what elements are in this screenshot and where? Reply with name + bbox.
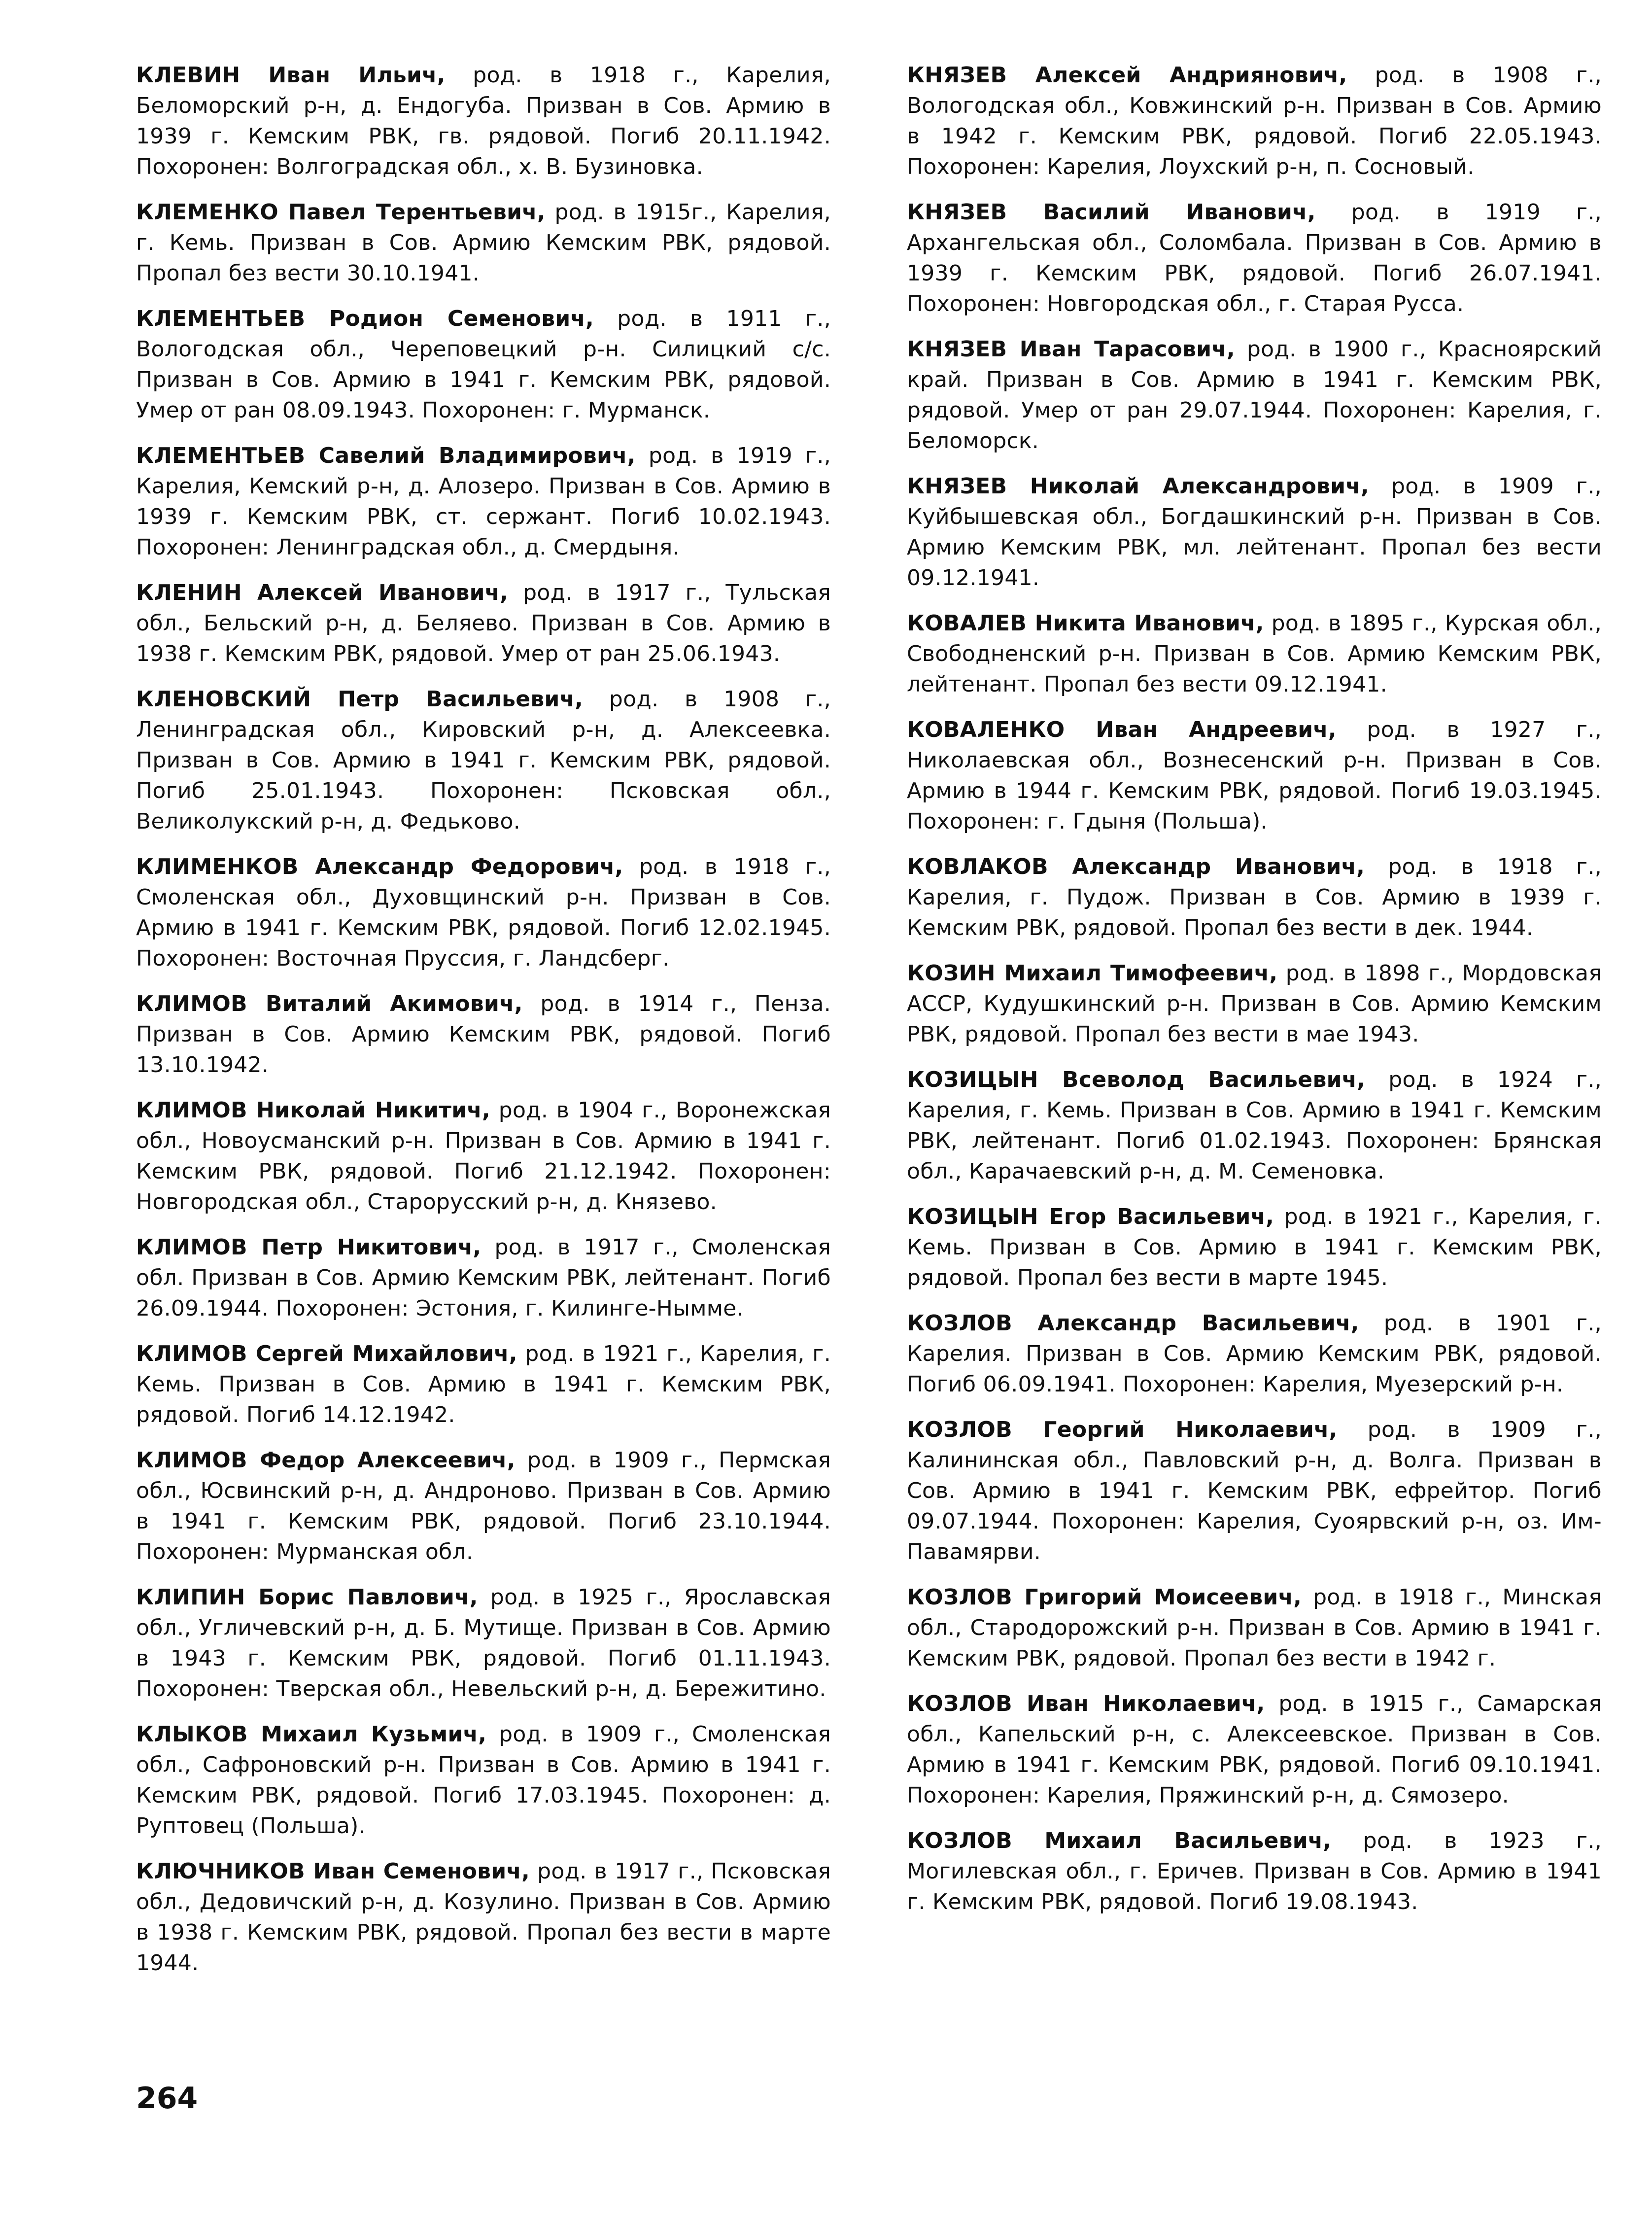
entry-details: род. в 1914 г., Пенза. Призван в Сов. Армию Кемским РВК, рядовой. Погиб 13.10.1942. [136, 991, 831, 1077]
entry-details: род. в 1925 г., Ярославская обл., Угличевский р-н, д. Б. Мутище. Призван в Сов. Армию в 1943 г. Кемским РВК, рядовой. Погиб 01.11.1943. Похоронен: Тверская обл., Невельский р-н, д. Бережитино. [136, 1585, 831, 1702]
register-entry [907, 197, 1602, 319]
page-number: 264 [136, 2081, 198, 2116]
entry-name: КЛЕМЕНКО Павел Терентьевич, [136, 200, 546, 225]
register-entry [907, 334, 1602, 456]
entry-details: род. в 1917 г., Смоленская обл. Призван в Сов. Армию Кемским РВК, лейтенант. Погиб 26.09.1944. Похоронен: Эстония, г. Килинге-Нымме. [136, 1235, 831, 1321]
register-entry [136, 1719, 831, 1842]
register-entry [136, 304, 831, 426]
entry-details: род. в 1901 г., Карелия. Призван в Сов. Армию Кемским РВК, рядовой. Погиб 06.09.1941. Похоронен: Карелия, Муезерский р-н. [907, 1311, 1602, 1397]
entry-details: род. в 1900 г., Красноярский край. Призван в Сов. Армию в 1941 г. Кемским РВК, рядовой. Умер от ран 29.07.1944. Похоронен: Карелия, г. Беломорск. [907, 337, 1602, 453]
entry-details: род. в 1911 г., Вологодская обл., Череповецкий р-н. Силицкий с/с. Призван в Сов. Армию в 1941 г. Кемским РВК, рядовой. Умер от ран 08.09.1943. Похоронен: г. Мурманск. [136, 306, 831, 423]
entry-name: КОЗЛОВ Георгий Николаевич, [907, 1417, 1338, 1442]
register-entry [907, 1202, 1602, 1293]
entry-name: КОЗЛОВ Иван Николаевич, [907, 1691, 1265, 1716]
entry-name: КЛЕМЕНТЬЕВ Савелий Владимирович, [136, 443, 636, 468]
register-entry [907, 715, 1602, 837]
entry-name: КОЗИЦЫН Егор Васильевич, [907, 1204, 1274, 1229]
register-entry [907, 958, 1602, 1050]
entry-details: род. в 1915г., Карелия, г. Кемь. Призван в Сов. Армию Кемским РВК, рядовой. Пропал без вести 30.10.1941. [136, 200, 831, 286]
register-entry [907, 608, 1602, 700]
entry-name: КЛЫКОВ Михаил Кузьмич, [136, 1722, 487, 1747]
register-entry [136, 684, 831, 837]
entry-details: род. в 1918 г., Карелия, г. Пудож. Призван в Сов. Армию в 1939 г. Кемским РВК, рядовой. Пропал без вести в дек. 1944. [907, 854, 1602, 940]
entry-name: КЛИМОВ Петр Никитович, [136, 1235, 482, 1260]
entry-details: род. в 1924 г., Карелия, г. Кемь. Призван в Сов. Армию в 1941 г. Кемским РВК, лейтенант. Погиб 01.02.1943. Похоронен: Брянская обл., Карачаевский р-н, д. М. Семеновка. [907, 1067, 1602, 1184]
register-entry [907, 1415, 1602, 1567]
register-entry [907, 1689, 1602, 1811]
entry-name: КЛИПИН Борис Павлович, [136, 1585, 478, 1610]
entry-details: род. в 1909 г., Смоленская обл., Сафроновский р-н. Призван в Сов. Армию в 1941 г. Кемским РВК, рядовой. Погиб 17.03.1945. Похоронен: д. Руптовец (Польша). [136, 1722, 831, 1839]
entry-name: КЛЮЧНИКОВ Иван Семенович, [136, 1859, 530, 1884]
entry-name: КОЗИЦЫН Всеволод Васильевич, [907, 1067, 1366, 1092]
entry-name: КОЗЛОВ Михаил Васильевич, [907, 1828, 1332, 1853]
entry-details: род. в 1909 г., Куйбышевская обл., Богдашкинский р-н. Призван в Сов. Армию Кемским РВК, мл. лейтенант. Пропал без вести 09.12.1941. [907, 474, 1602, 591]
entry-name: КОЗЛОВ Григорий Моисеевич, [907, 1585, 1302, 1610]
register-entry [907, 1065, 1602, 1187]
entry-details: род. в 1908 г., Ленинградская обл., Кировский р-н, д. Алексеевка. Призван в Сов. Армию в 1941 г. Кемским РВК, рядовой. Погиб 25.01.1943. Похоронен: Псковская обл., Великолукский р-н, д. Федьково. [136, 687, 831, 834]
entry-name: КЛИМОВ Федор Алексеевич, [136, 1448, 516, 1473]
entry-details: род. в 1898 г., Мордовская АССР, Кудушкинский р-н. Призван в Сов. Армию Кемским РВК, рядовой. Пропал без вести в мае 1943. [907, 961, 1602, 1047]
entry-details: род. в 1921 г., Карелия, г. Кемь. Призван в Сов. Армию в 1941 г. Кемским РВК, рядовой. Погиб 14.12.1942. [136, 1341, 831, 1427]
entry-details: род. в 1919 г., Карелия, Кемский р-н, д. Алозеро. Призван в Сов. Армию в 1939 г. Кемским РВК, ст. сержант. Погиб 10.02.1943. Похоронен: Ленинградская обл., д. Смердыня. [136, 443, 831, 560]
left-column [136, 60, 831, 1993]
register-entry [907, 471, 1602, 593]
entry-name: КОВАЛЕВ Никита Иванович, [907, 611, 1264, 636]
register-entry [907, 1582, 1602, 1674]
entry-name: КЛЕНОВСКИЙ Петр Васильевич, [136, 687, 584, 712]
register-entry [136, 578, 831, 669]
entry-details: род. в 1909 г., Пермская обл., Юсвинский р-н, д. Андроново. Призван в Сов. Армию в 1941 г. Кемским РВК, рядовой. Погиб 23.10.1944. Похоронен: Мурманская обл. [136, 1448, 831, 1564]
entry-name: КОЗИН Михаил Тимофеевич, [907, 961, 1278, 986]
register-entry [136, 1445, 831, 1567]
entry-name: КЛЕМЕНТЬЕВ Родион Семенович, [136, 306, 594, 331]
entry-name: КНЯЗЕВ Алексей Андриянович, [907, 63, 1347, 88]
entry-details: род. в 1895 г., Курская обл., Свободненский р-н. Призван в Сов. Армию Кемским РВК, лейтенант. Пропал без вести 09.12.1941. [907, 611, 1602, 697]
entry-details: род. в 1917 г., Псковская обл., Дедовичский р-н, д. Козулино. Призван в Сов. Армию в 1938 г. Кемским РВК, рядовой. Пропал без вести в марте 1944. [136, 1859, 831, 1976]
register-entry [136, 1095, 831, 1217]
entry-details: род. в 1918 г., Минская обл., Стародорожский р-н. Призван в Сов. Армию в 1941 г. Кемским РВК, рядовой. Пропал без вести в 1942 г. [907, 1585, 1602, 1671]
entry-details: род. в 1908 г., Вологодская обл., Ковжинский р-н. Призван в Сов. Армию в 1942 г. Кемским РВК, рядовой. Погиб 22.05.1943. Похоронен: Карелия, Лоухский р-н, п. Сосновый. [907, 63, 1602, 179]
entry-name: КЛИМОВ Николай Никитич, [136, 1098, 490, 1123]
entry-name: КЛИМОВ Виталий Акимович, [136, 991, 523, 1016]
register-entry [136, 1232, 831, 1324]
register-entry [136, 1856, 831, 1979]
register-entry [136, 1582, 831, 1704]
entry-name: КОВЛАКОВ Александр Иванович, [907, 854, 1365, 879]
entry-name: КОВАЛЕНКО Иван Андреевич, [907, 717, 1337, 742]
entry-details: род. в 1918 г., Карелия, Беломорский р-н, д. Ендогуба. Призван в Сов. Армию в 1939 г. Кемским РВК, гв. рядовой. Погиб 20.11.1942. Похоронен: Волгоградская обл., х. В. Бузиновка. [136, 63, 831, 179]
entry-name: КЛЕВИН Иван Ильич, [136, 63, 446, 88]
entry-details: род. в 1909 г., Калининская обл., Павловский р-н, д. Волга. Призван в Сов. Армию в 1941 г. Кемским РВК, ефрейтор. Погиб 09.07.1944. Похоронен: Карелия, Суоярвский р-н, оз. Им-Павамярви. [907, 1417, 1602, 1564]
register-entry [136, 60, 831, 182]
register-entry [907, 1826, 1602, 1917]
entry-name: КОЗЛОВ Александр Васильевич, [907, 1311, 1359, 1336]
entry-details: род. в 1904 г., Воронежская обл., Новоусманский р-н. Призван в Сов. Армию в 1941 г. Кемским РВК, рядовой. Погиб 21.12.1942. Похоронен: Новгородская обл., Старорусский р-н, д. Князево. [136, 1098, 831, 1215]
register-entry [136, 989, 831, 1080]
right-column [907, 60, 1602, 1932]
entry-details: род. в 1919 г., Архангельская обл., Соломбала. Призван в Сов. Армию в 1939 г. Кемским РВК, рядовой. Погиб 26.07.1941. Похоронен: Новгородская обл., г. Старая Русса. [907, 200, 1602, 316]
entry-details: род. в 1915 г., Самарская обл., Капельский р-н, с. Алексеевское. Призван в Сов. Армию в 1941 г. Кемским РВК, рядовой. Погиб 09.10.1941. Похоронен: Карелия, Пряжинский р-н, д. Сямозеро. [907, 1691, 1602, 1808]
entry-name: КЛЕНИН Алексей Иванович, [136, 580, 509, 605]
entry-name: КЛИМОВ Сергей Михайлович, [136, 1341, 517, 1366]
entry-details: род. в 1923 г., Могилевская обл., г. Еричев. Призван в Сов. Армию в 1941 г. Кемским РВК, рядовой. Погиб 19.08.1943. [907, 1828, 1602, 1914]
register-entry [907, 1308, 1602, 1400]
register-entry [907, 60, 1602, 182]
entry-details: род. в 1918 г., Смоленская обл., Духовщинский р-н. Призван в Сов. Армию в 1941 г. Кемским РВК, рядовой. Погиб 12.02.1945. Похоронен: Восточная Пруссия, г. Ландсберг. [136, 854, 831, 971]
register-entry [907, 852, 1602, 943]
entry-details: род. в 1921 г., Карелия, г. Кемь. Призван в Сов. Армию в 1941 г. Кемским РВК, рядовой. Пропал без вести в марте 1945. [907, 1204, 1602, 1290]
entry-name: КНЯЗЕВ Василий Иванович, [907, 200, 1316, 225]
entry-name: КНЯЗЕВ Николай Александрович, [907, 474, 1369, 499]
entry-details: род. в 1927 г., Николаевская обл., Вознесенский р-н. Призван в Сов. Армию в 1944 г. Кемским РВК, рядовой. Погиб 19.03.1945. Похоронен: г. Гдыня (Польша). [907, 717, 1602, 834]
register-entry [136, 197, 831, 289]
register-entry [136, 1339, 831, 1430]
entry-name: КНЯЗЕВ Иван Тарасович, [907, 337, 1235, 362]
register-entry [136, 852, 831, 974]
entry-name: КЛИМЕНКОВ Александр Федорович, [136, 854, 623, 879]
entry-details: род. в 1917 г., Тульская обл., Бельский р-н, д. Беляево. Призван в Сов. Армию в 1938 г. Кемским РВК, рядовой. Умер от ран 25.06.1943. [136, 580, 831, 666]
register-entry [136, 441, 831, 563]
